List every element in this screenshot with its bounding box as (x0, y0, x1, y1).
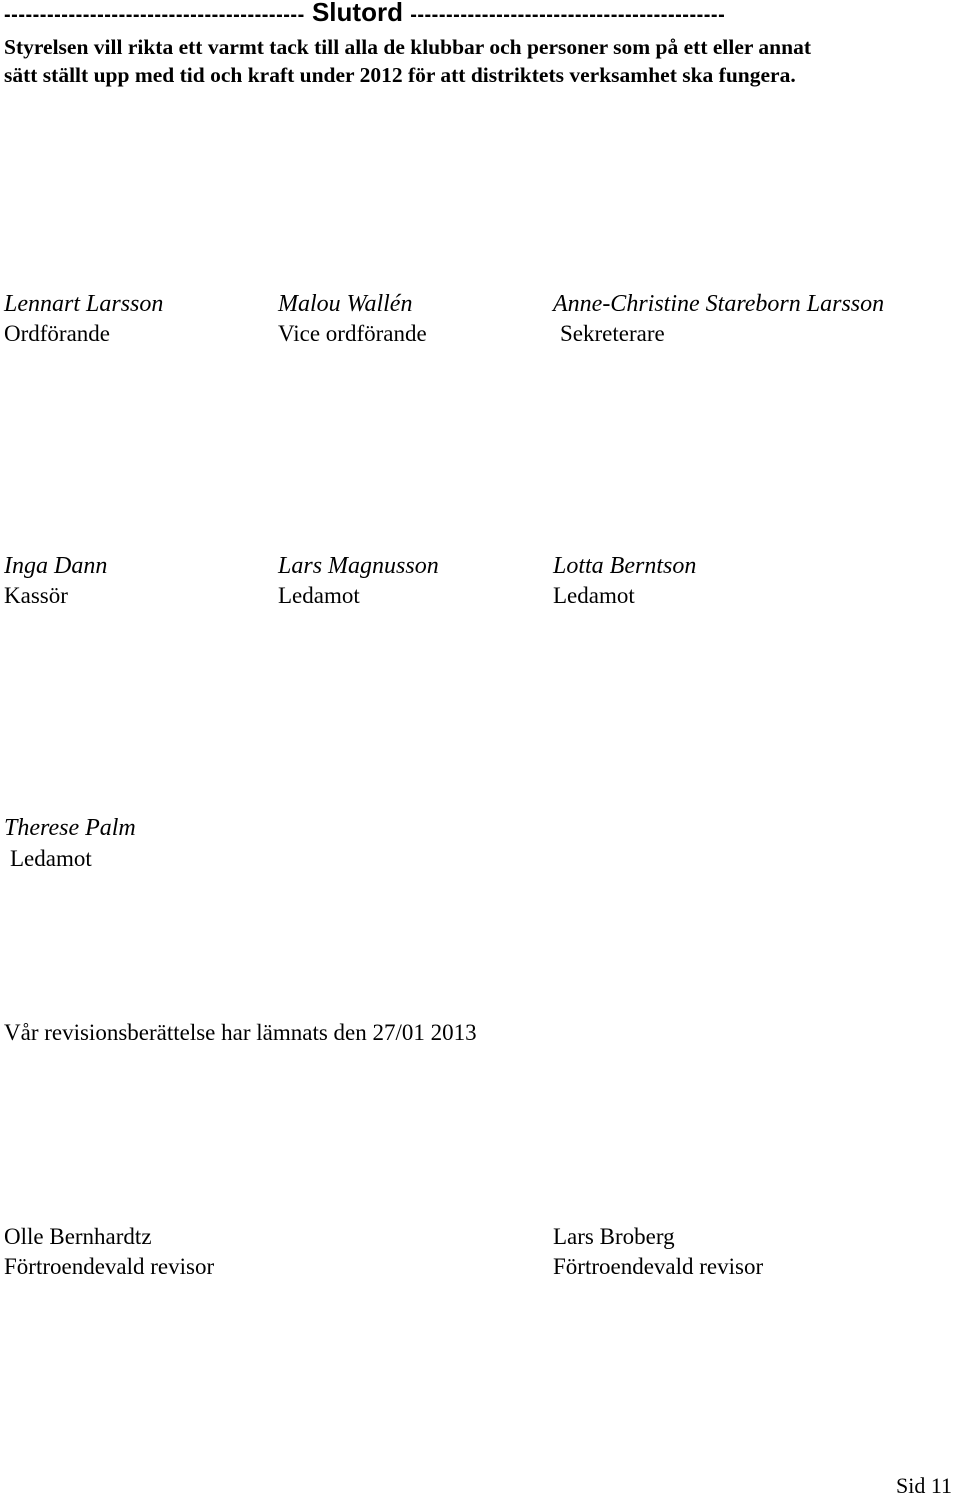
signature-role: Ledamot (553, 583, 635, 608)
signature-role: Ordförande (4, 321, 111, 346)
signature-name: Inga Dann (4, 553, 108, 579)
auditor-role: Förtroendevald revisor (4, 1254, 215, 1279)
signature-role: Kassör (4, 583, 68, 608)
signature-name: Lars Magnusson (278, 553, 439, 579)
heading-dashes-left: ------------------------------------------ (4, 4, 305, 26)
auditor-role: Förtroendevald revisor (553, 1254, 764, 1279)
page-title: Slutord (311, 0, 403, 27)
intro-line-2: sätt ställt upp med tid och kraft under 2012 för att distriktets verksamhet ska fungera. (4, 63, 796, 87)
section-heading (4, 0, 725, 31)
signature-role: Sekreterare (560, 321, 665, 346)
auditor-name: Olle Bernhardtz (4, 1224, 152, 1249)
intro-paragraph (4, 33, 959, 89)
signature-name: Malou Wallén (278, 291, 413, 317)
signature-name: Lennart Larsson (4, 291, 164, 317)
signature-name: Therese Palm (4, 815, 136, 841)
page-number: Sid 11 (896, 1473, 953, 1498)
signature-role: Ledamot (10, 846, 92, 871)
signature-role: Ledamot (278, 583, 360, 608)
signature-name: Anne-Christine Stareborn Larsson (553, 291, 885, 317)
revision-statement: Vår revisionsberättelse har lämnats den 27/01 2013 (4, 1020, 477, 1045)
intro-line-1: Styrelsen vill rikta ett varmt tack till alla de klubbar och personer som på ett eller annat (4, 35, 811, 59)
auditor-name: Lars Broberg (553, 1224, 675, 1249)
signature-name: Lotta Berntson (553, 553, 697, 579)
heading-dashes-right: -------------------------------------------- (410, 4, 726, 26)
signature-role: Vice ordförande (278, 321, 427, 346)
